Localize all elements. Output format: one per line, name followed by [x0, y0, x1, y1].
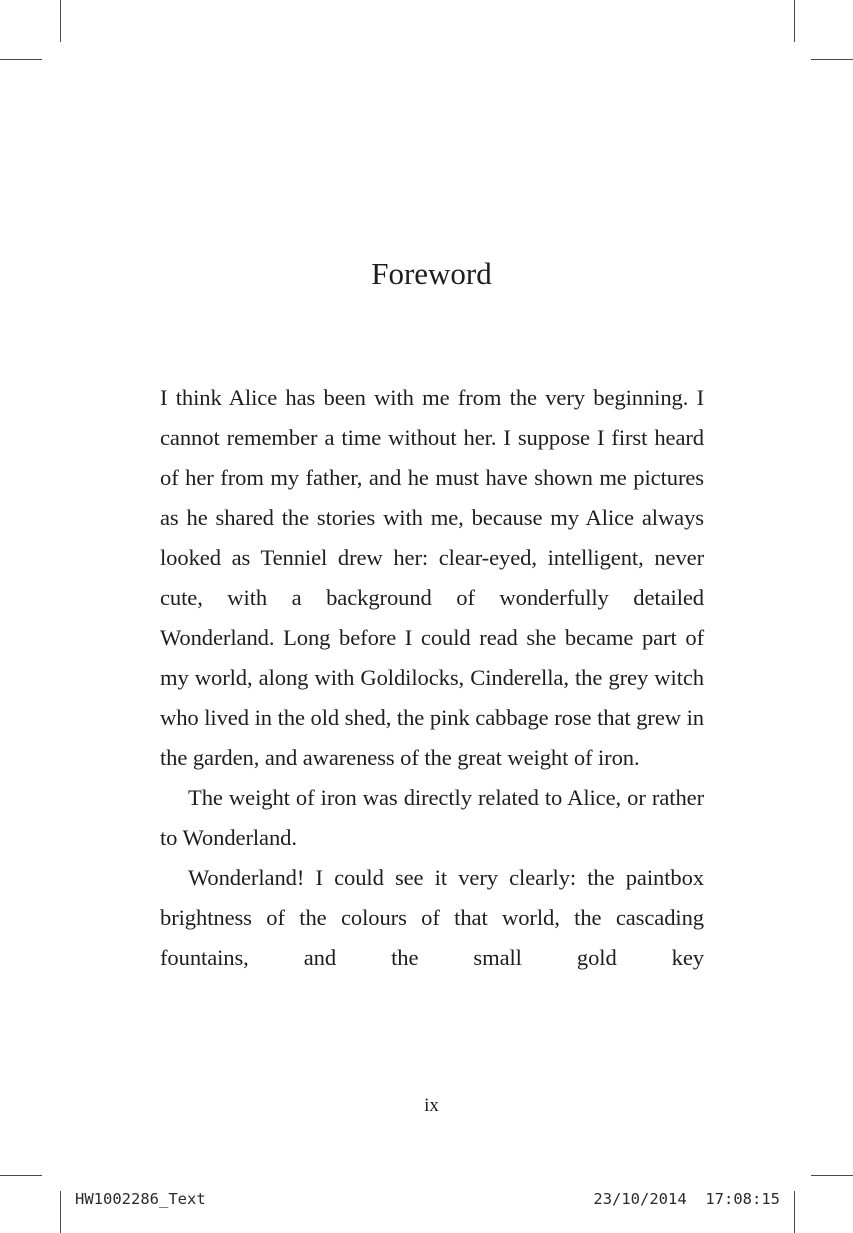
- page-number: ix: [424, 1095, 439, 1116]
- paragraph: Wonderland! I could see it very clearly: the paintbox brightness of the colours of that world, the cascading fountains, and the small gold key: [160, 865, 704, 970]
- crop-mark-top-right-vertical: [794, 0, 795, 42]
- crop-mark-bottom-right-vertical: [794, 1191, 795, 1233]
- print-slug-timestamp: 23/10/2014 17:08:15: [593, 1190, 780, 1208]
- chapter-title: Foreword: [371, 256, 492, 291]
- crop-mark-bottom-right-horizontal: [811, 1175, 853, 1176]
- paragraph: I think Alice has been with me from the very beginning. I cannot remember a time without her. I suppose I first heard of her from my father, and he must have shown me pictures as he shared the stories with me, because my Alice always looked as Tenniel drew her: clear-eyed, intelligent, never cute, with a background of wonderfully detailed Wonderland. Long before I could read she became part of my world, along with Goldilocks, Cinderella, the grey witch who lived in the old shed, the pink cabbage rose that grew in the garden, and awareness of the great weight of iron.: [160, 385, 704, 770]
- crop-mark-top-left-vertical: [60, 0, 61, 42]
- crop-mark-top-left-horizontal: [0, 59, 42, 60]
- crop-mark-top-right-horizontal: [811, 59, 853, 60]
- print-slug-filename: HW1002286_Text: [75, 1190, 206, 1208]
- crop-mark-bottom-left-horizontal: [0, 1175, 42, 1176]
- crop-mark-bottom-left-vertical: [60, 1191, 61, 1233]
- body-text: [160, 378, 704, 978]
- paragraph: The weight of iron was directly related to Alice, or rather to Wonderland.: [160, 785, 704, 850]
